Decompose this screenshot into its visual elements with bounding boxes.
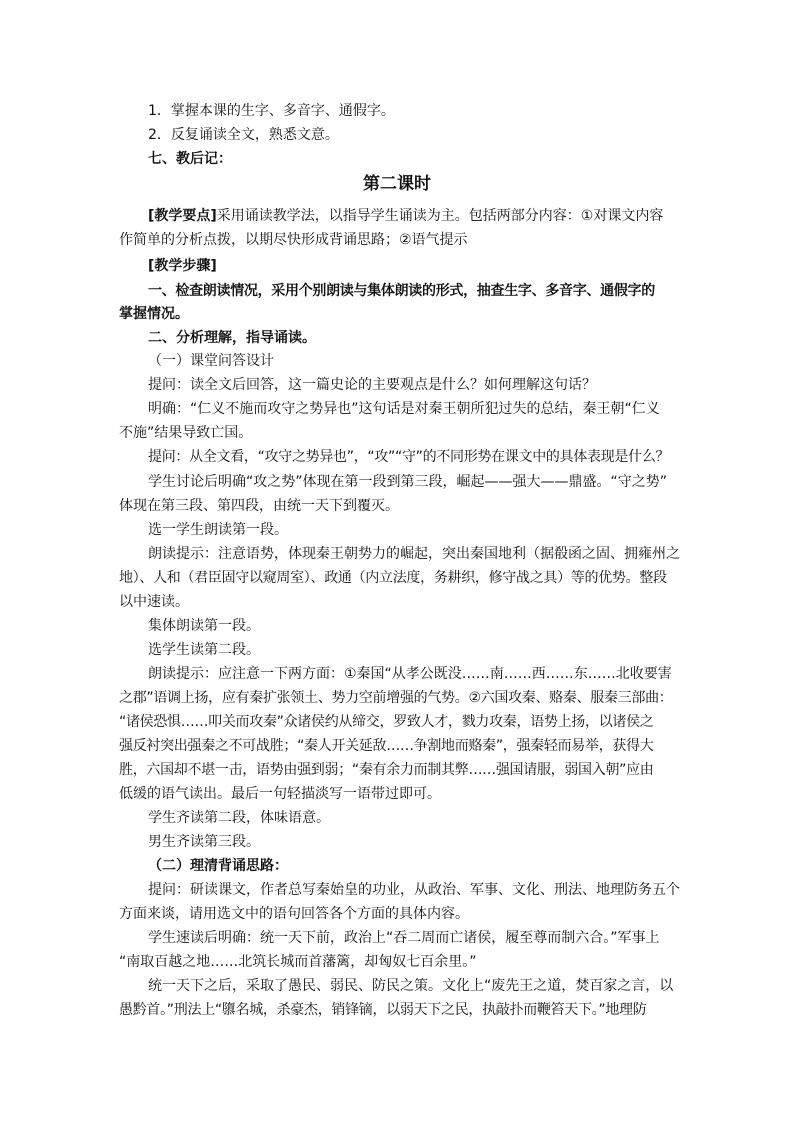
paragraph-line: 胜，六国却不堪一击，语势由强到弱；“秦有余力而制其弊……强国请服，弱国入朝”应由 [119, 762, 654, 778]
paragraph-line: 地）、人和（君臣固守以窥周室）、政通（内立法度，务耕织，修守战之具）等的优势。整段 [119, 570, 667, 586]
subsection-2-heading: （二）理清背诵思路： [148, 858, 288, 874]
section-heading-afterword: 七、教后记： [148, 151, 232, 167]
paragraph-line: 低缓的语气读出。最后一句轻描淡写一语带过即可。 [119, 786, 441, 802]
paragraph-line: 以中速读。 [119, 594, 189, 610]
paragraph-line: 选一学生朗读第一段。 [148, 522, 288, 538]
paragraph-line: 提问：从全文看，“攻守之势异也”，“攻”“守”的不同形势在课文中的具体表现是什么？ [148, 449, 670, 465]
paragraph-line: 明确：“仁义不施而攻守之势异也”这句话是对秦王朝所犯过失的总结，秦王朝“仁义 [148, 401, 660, 417]
goal-item-2: 2．反复诵读全文，熟悉文意。 [148, 127, 339, 143]
paragraph-line: 之郡”语调上扬，应有秦扩张领土、势力空前增强的气势。②六国攻秦、赂秦、服秦三部曲： [119, 690, 673, 706]
teaching-points-line-1 [148, 205, 708, 227]
paragraph-line: 不施”结果导致亡国。 [119, 425, 253, 441]
step-1-heading-line-1: 一、检查朗读情况，采用个别朗读与集体朗读的形式，抽查生字、多音字、通假字的 [148, 283, 655, 299]
teaching-steps-label: [教学步骤] [148, 258, 217, 274]
paragraph-line: 强反衬突出强秦之不可战胜；“秦人开关延敌……争割地而赂秦”，强秦轻而易举，获得大 [119, 738, 654, 754]
paragraph-line: 选学生读第二段。 [148, 642, 260, 658]
paragraph-line: 愚黔首。”刑法上“隳名城，杀豪杰，销锋镝，以弱天下之民，执敲扑而鞭笞天下。”地理防 [119, 1002, 647, 1018]
paragraph-line: 学生速读后明确：统一天下前，政治上“吞二周而亡诸侯，履至尊而制六合。”军事上 [148, 930, 660, 946]
paragraph-line: 体现在第三段、第四段，由统一天下到覆灭。 [119, 498, 399, 514]
teaching-points-line-2: 作简单的分析点拨，以期尽快形成背诵思路；②语气提示 [119, 232, 468, 248]
paragraph-line: 学生讨论后明确“攻之势”体现在第一段到第三段，崛起——强大——鼎盛。“守之势” [148, 474, 668, 490]
paragraph-line: 朗读提示：应注意一下两方面：①秦国“从孝公既没……南……西……东……北收要害 [148, 666, 672, 682]
goal-item-1: 1．掌握本课的生字、多音字、通假字。 [148, 103, 395, 119]
paragraph-line: “南取百越之地……北筑长城而首藩篱，却匈奴七百余里。” [119, 954, 477, 970]
lesson-title: 第二课时 [363, 174, 431, 194]
paragraph-line: 提问：读全文后回答，这一篇史论的主要观点是什么？如何理解这句话？ [148, 377, 596, 393]
paragraph-line: 学生齐读第二段，体味语意。 [148, 810, 330, 826]
paragraph-line: 朗读提示：注意语势，体现秦王朝势力的崛起，突出秦国地利（据殽函之固、拥雍州之 [148, 546, 680, 562]
teaching-points-text: 采用诵读教学法，以指导学生诵读为主。包括两部分内容：①对课文内容 [216, 208, 664, 224]
paragraph-line: 统一天下之后，采取了愚民、弱民、防民之策。文化上“废先王之道，焚百家之言，以 [148, 978, 674, 994]
paragraph-line: 方面来谈，请用选文中的语句回答各个方面的具体内容。 [119, 906, 469, 922]
step-1-heading-line-2: 掌握情况。 [119, 306, 189, 322]
subsection-1-heading: （一）课堂问答设计 [148, 353, 274, 369]
paragraph-line: 集体朗读第一段。 [148, 618, 260, 634]
teaching-points-label: [教学要点] [148, 208, 217, 224]
paragraph-line: 提问：研读课文，作者总写秦始皇的功业，从政治、军事、文化、刑法、地理防务五个 [148, 882, 680, 898]
paragraph-line: “诸侯恐惧……叩关而攻秦”众诸侯约从缔交，罗致人才，戮力攻秦，语势上扬，以诸侯之 [119, 714, 654, 730]
step-2-heading: 二、分析理解，指导诵读。 [148, 330, 316, 346]
paragraph-line: 男生齐读第三段。 [148, 834, 260, 850]
